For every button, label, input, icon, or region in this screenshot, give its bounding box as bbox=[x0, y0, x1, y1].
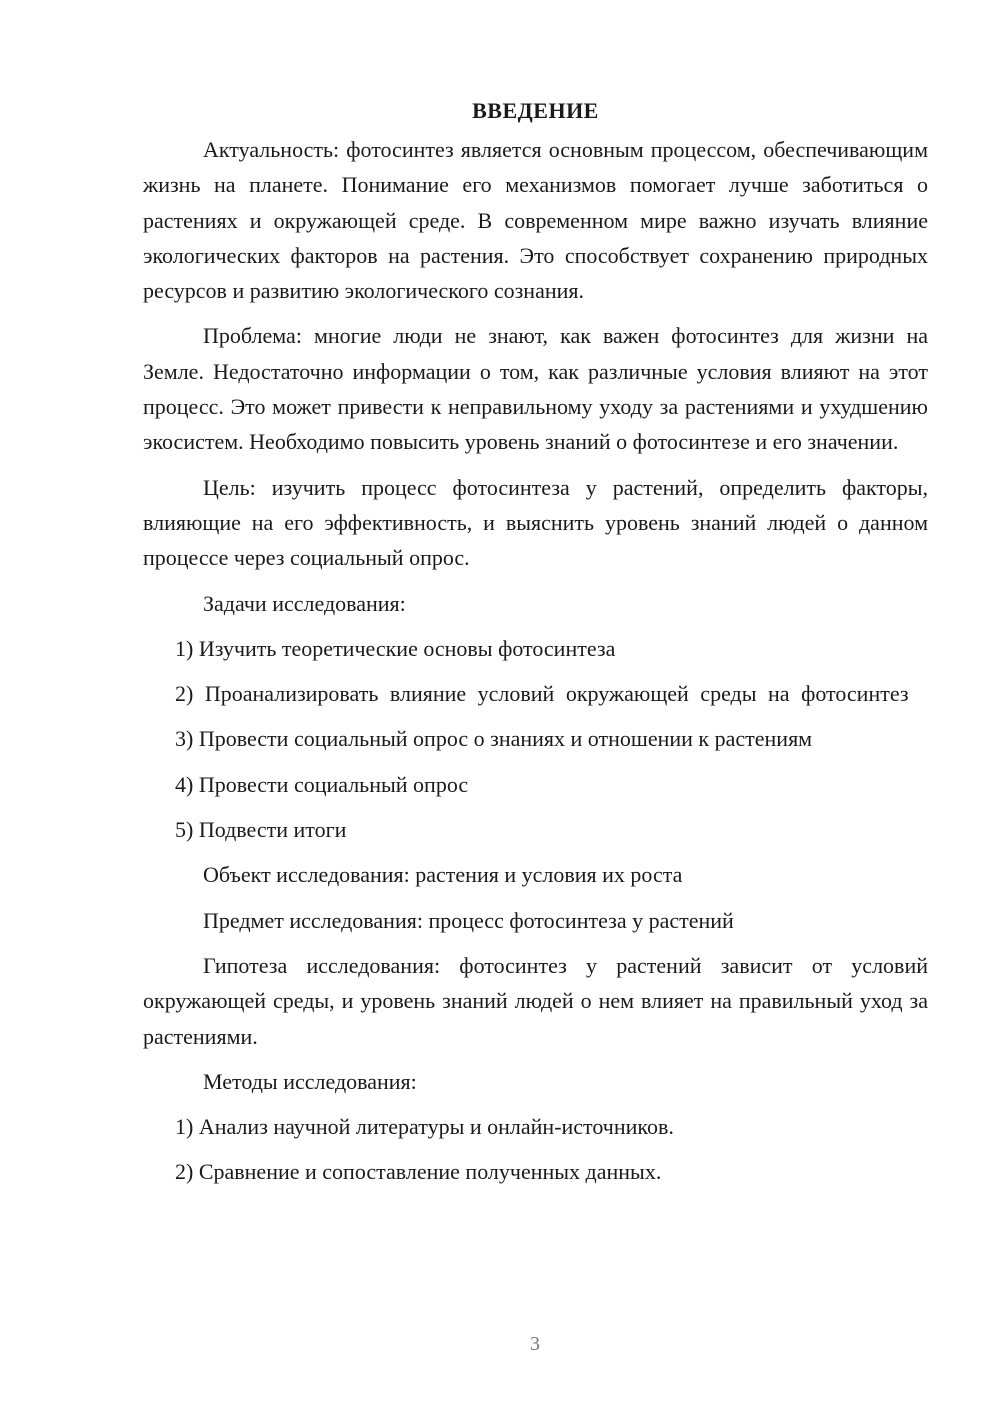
task-item-1: 1) Изучить теоретические основы фотосинтеза bbox=[175, 635, 616, 661]
page-number: 3 bbox=[530, 1333, 540, 1355]
method-item-1: 1) Анализ научной литературы и онлайн-источников. bbox=[175, 1114, 674, 1140]
task-item-4: 4) Провести социальный опрос bbox=[175, 771, 469, 797]
relevance-paragraph: Актуальность: фотосинтез является основным процессом, обеспечивающим жизнь на планете. Понимание его механизмов помогает лучше заботиться о растениях и окружающей среде. В современном мире важно изучать влияние экологических факторов на растения. Это способствует сохранению природных ресурсов и развитию экологического сознания. bbox=[143, 137, 928, 304]
hypothesis-paragraph: Гипотеза исследования: фотосинтез у растений зависит от условий окружающей среды, и уровень знаний людей о нем влияет на правильный уход за растениями. bbox=[143, 952, 928, 1049]
method-item-2: 2) Сравнение и сопоставление полученных данных. bbox=[175, 1159, 662, 1185]
goal-paragraph: Цель: изучить процесс фотосинтеза у растений, определить факторы, влияющие на его эффективность, и выяснить уровень знаний людей о данном процессе через социальный опрос. bbox=[143, 474, 928, 571]
problem-paragraph: Проблема: многие люди не знают, как важен фотосинтез для жизни на Земле. Недостаточно информации о том, как различные условия влияют на этот процесс. Это может привести к неправильному уходу за растениями и ухудшению экосистем. Необходимо повысить уровень знаний о фотосинтезе и его значении. bbox=[143, 323, 928, 455]
task-item-5: 5) Подвести итоги bbox=[175, 817, 347, 843]
tasks-heading: Задачи исследования: bbox=[203, 590, 406, 616]
task-item-3: 3) Провести социальный опрос о знаниях и отношении к растениям bbox=[175, 726, 813, 752]
task-item-2: 2) Проанализировать влияние условий окружающей среды на фотосинтез bbox=[175, 681, 909, 707]
object-paragraph: Объект исследования: растения и условия их роста bbox=[203, 862, 683, 888]
page-title: ВВЕДЕНИЕ bbox=[472, 98, 599, 123]
methods-heading: Методы исследования: bbox=[203, 1068, 417, 1094]
subject-paragraph: Предмет исследования: процесс фотосинтеза у растений bbox=[203, 907, 734, 933]
